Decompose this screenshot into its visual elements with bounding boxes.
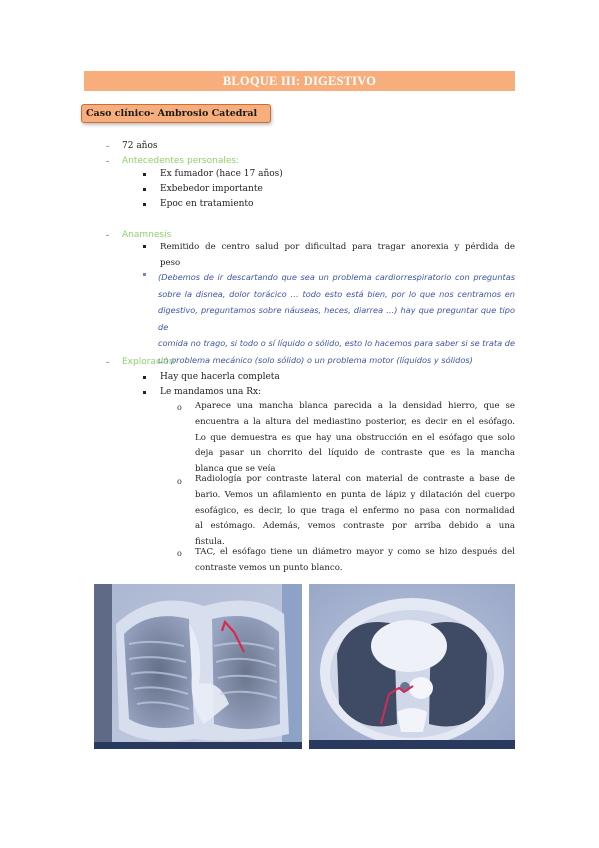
section-banner: BLOQUE III: DIGESTIVO <box>84 71 515 91</box>
square-bullet <box>143 203 146 206</box>
square-bullet-blue <box>143 273 146 276</box>
circle-bullet: o <box>177 403 182 412</box>
anamnesis-main <box>160 240 515 272</box>
exploracion-heading: Exploración <box>122 357 175 367</box>
dash-bullet: - <box>106 358 110 368</box>
finding-line: encuentra a la altura del mediastino posterior, es decir en el esófago. <box>195 416 515 427</box>
finding-line: fistula. <box>195 537 225 548</box>
finding-line: Radiología por contraste lateral con material de contraste a base de <box>195 474 515 484</box>
chest-xray-image <box>94 584 302 749</box>
rx-finding-1 <box>195 399 515 478</box>
finding-line: contraste vemos un punto blanco. <box>195 562 343 573</box>
square-bullet <box>143 188 146 191</box>
note-line: un problema mecánico (solo sólido) o un problema motor (líquidos y sólidos) <box>158 354 473 365</box>
finding-line: deja pasar un chorrito del líquido de contraste que es la mancha <box>195 448 515 459</box>
antecedente-item: Epoc en tratamiento <box>160 199 254 209</box>
dash-bullet: - <box>106 142 110 152</box>
note-line: (Debemos de ir descartando que sea un problema cardiorrespiratorio con preguntas <box>158 272 515 282</box>
antecedentes-heading: Antecedentes personales: <box>122 156 240 166</box>
exploracion-item: Hay que hacerla completa <box>160 372 280 382</box>
anamnesis-note <box>158 269 515 368</box>
circle-bullet: o <box>177 549 182 558</box>
square-bullet <box>143 245 146 248</box>
antecedente-item: Exbebedor importante <box>160 184 263 194</box>
anamnesis-main-line: Remitido de centro salud por dificultad para tragar anorexia y pérdida de <box>160 242 515 252</box>
finding-line: blanca que se veía <box>195 464 276 475</box>
finding-line: bario. Vemos un afilamiento en punta de lápiz y dilatación del cuerpo <box>195 489 515 500</box>
finding-line: al estómago. Además, vemos contraste por arriba debido a una <box>195 521 515 532</box>
rx-finding-2 <box>195 472 515 551</box>
antecedente-item: Ex fumador (hace 17 años) <box>160 169 283 179</box>
age-text: 72 años <box>122 141 158 151</box>
ct-scan-image <box>309 584 515 749</box>
square-bullet <box>143 173 146 176</box>
dash-bullet: - <box>106 157 110 167</box>
note-line: sobre la disnea, dolor torácico … todo esto está bien, por lo que nos centramos en <box>158 288 515 299</box>
dash-bullet: - <box>106 231 110 241</box>
rx-finding-3 <box>195 545 515 577</box>
ct-scan-drawing <box>309 584 515 749</box>
chest-xray-drawing <box>94 584 302 749</box>
anamnesis-heading: Anamnesis <box>122 230 172 240</box>
exploracion-item: Le mandamos una Rx: <box>160 387 262 397</box>
finding-line: TAC, el esófago tiene un diámetro mayor y como se hizo después del <box>195 547 515 557</box>
finding-line: esofágico, es decir, lo que traga el enfermo no pasa con normalidad <box>195 505 515 516</box>
note-line: comida no trago, si todo o sí líquido o sólido, esto lo hacemos para saber si se trata de <box>158 338 515 348</box>
finding-line: Aparece una mancha blanca parecida a la densidad hierro, que se <box>195 401 515 411</box>
finding-line: Lo que demuestra es que hay una obstrucción en el esófago que solo <box>195 432 515 443</box>
anamnesis-main-line: peso <box>160 257 181 268</box>
square-bullet <box>143 391 146 394</box>
case-title-box: Caso clínico- Ambrosio Catedral <box>81 104 271 123</box>
note-line: digestivo, preguntamos sobre náuseas, heces, diarrea …) hay que preguntar que tipo de <box>158 305 515 332</box>
square-bullet <box>143 376 146 379</box>
circle-bullet: o <box>177 477 182 486</box>
